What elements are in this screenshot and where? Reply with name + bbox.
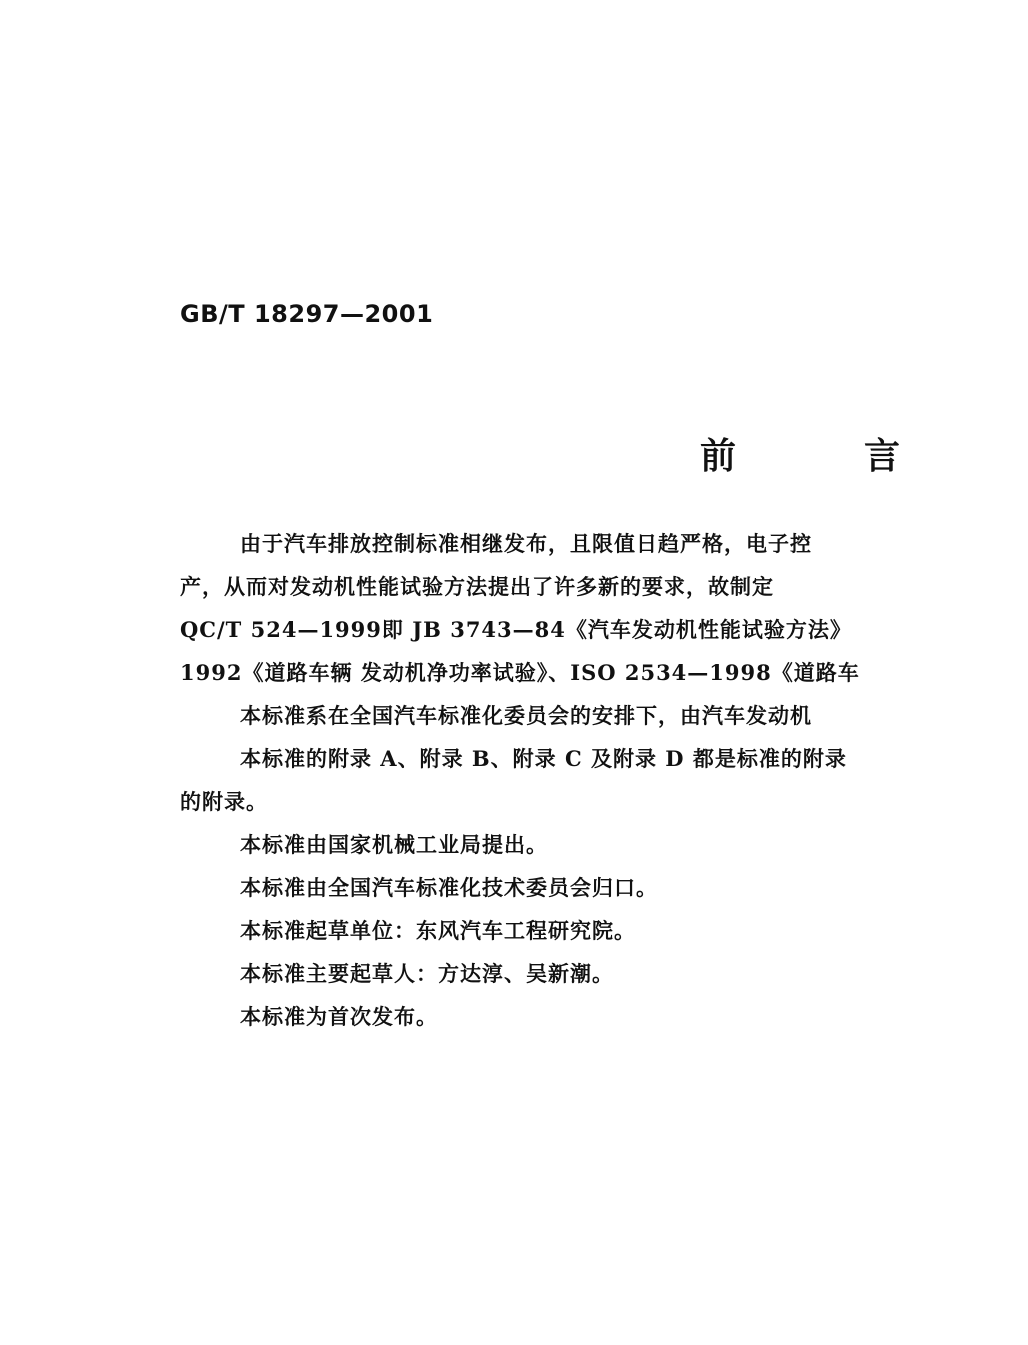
body-line: 本标准主要起草人：方达淳、吴新潮。 xyxy=(240,961,614,986)
body-line: 的附录。 xyxy=(180,789,268,814)
section-title: 前言 xyxy=(700,436,1028,477)
body-line: 本标准系在全国汽车标准化委员会的安排下，由汽车发动机 xyxy=(240,703,812,728)
body-line: 本标准由全国汽车标准化技术委员会归口。 xyxy=(240,875,658,900)
body-line: 1992《道路车辆 发动机净功率试验》、ISO 2534—1998《道路车 xyxy=(180,660,860,685)
body-line: 本标准起草单位：东风汽车工程研究院。 xyxy=(240,918,636,943)
body-line: 产，从而对发动机性能试验方法提出了许多新的要求，故制定 xyxy=(180,574,774,599)
body-line: QC/T 524—1999即 JB 3743—84《汽车发动机性能试验方法》 xyxy=(180,617,852,642)
body-line: 本标准的附录 A、附录 B、附录 C 及附录 D 都是标准的附录 xyxy=(240,746,847,771)
body-line: 本标准由国家机械工业局提出。 xyxy=(240,832,548,857)
body-line: 由于汽车排放控制标准相继发布，且限值日趋严格，电子控 xyxy=(240,531,812,556)
standard-code: GB/T 18297—2001 xyxy=(180,300,434,328)
body-line: 本标准为首次发布。 xyxy=(240,1004,438,1029)
